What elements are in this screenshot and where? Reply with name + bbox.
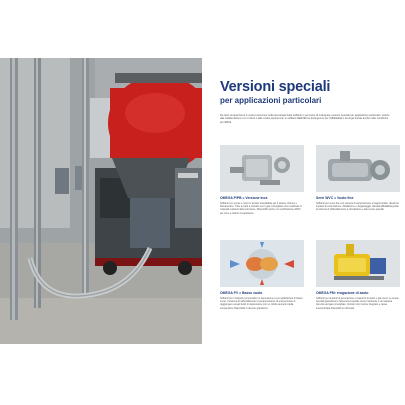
page-title: Versioni speciali — [220, 79, 331, 95]
card-caption: Serie WVC = Vuoto fine — [316, 196, 354, 200]
card-caption: OMEGA P/PB = Versione inox — [220, 196, 268, 200]
card-pv — [220, 240, 304, 310]
card-image-wvc — [316, 145, 400, 192]
card-caption: OMEGA PM: erogazione di azoto — [316, 291, 369, 295]
card-text: Soffianti con tenute e rotori in acciaio inossidabile per il settore chimico e farmaceutico. Tutte le parti a contatto con il gas convogliato sono realizzate in materiali resistenti alla corrosione. Disponibili anche con certificazione ATEX per zone a rischio di esplosione. — [220, 202, 303, 215]
card-text: Soffianti per il trasporto pneumatico in depressione e per applicazioni di basso vuoto. Il sistema di raffreddamento a preammissione di aria permette di raggiungere elevati livelli di depressione con un ridotto aumento della temperatura. Disponibili in diverse grandezze. — [220, 297, 303, 310]
card-wvc — [316, 145, 400, 212]
card-text: Soffianti per vuoto fine con camera di compressione a doppio stadio. Ideali per impianti di essiccazione, distillazione e degassaggio. Elevata affidabilità grazie al sistema di raffreddamento a circolazione e alle tenute speciali. — [316, 202, 400, 212]
card-image-pm — [316, 240, 400, 287]
intro-text: Da oltre cinquant'anni il nostro know-how nella tecnologia delle soffianti ci permette di sviluppare versioni speciali per applicazioni particolari. Grazie alla collaborazione con i clienti e alla nostra esperienza, le soffianti AERZEN si distinguono per l'affidabilità e la lunga durata anche nelle condizioni più difficili. — [220, 114, 390, 124]
truck-photo — [0, 58, 202, 344]
card-text: Soffianti per impianti di generazione e trasporto di azoto e gas inerti. Le tenute speciali garantiscono l'assenza di perdite verso l'ambiente e la massima purezza del gas convogliato. Versioni con motore integrato e cassa insonorizzata disponibili su richiesta. — [316, 297, 399, 310]
page-subtitle: per applicazioni particolari — [220, 96, 322, 105]
card-caption: OMEGA PV = Basso vuoto — [220, 291, 263, 295]
card-image-inox — [220, 145, 304, 192]
card-inox — [220, 145, 304, 215]
card-image-pv — [220, 240, 304, 287]
section-header — [220, 80, 392, 124]
card-pm — [316, 240, 400, 310]
